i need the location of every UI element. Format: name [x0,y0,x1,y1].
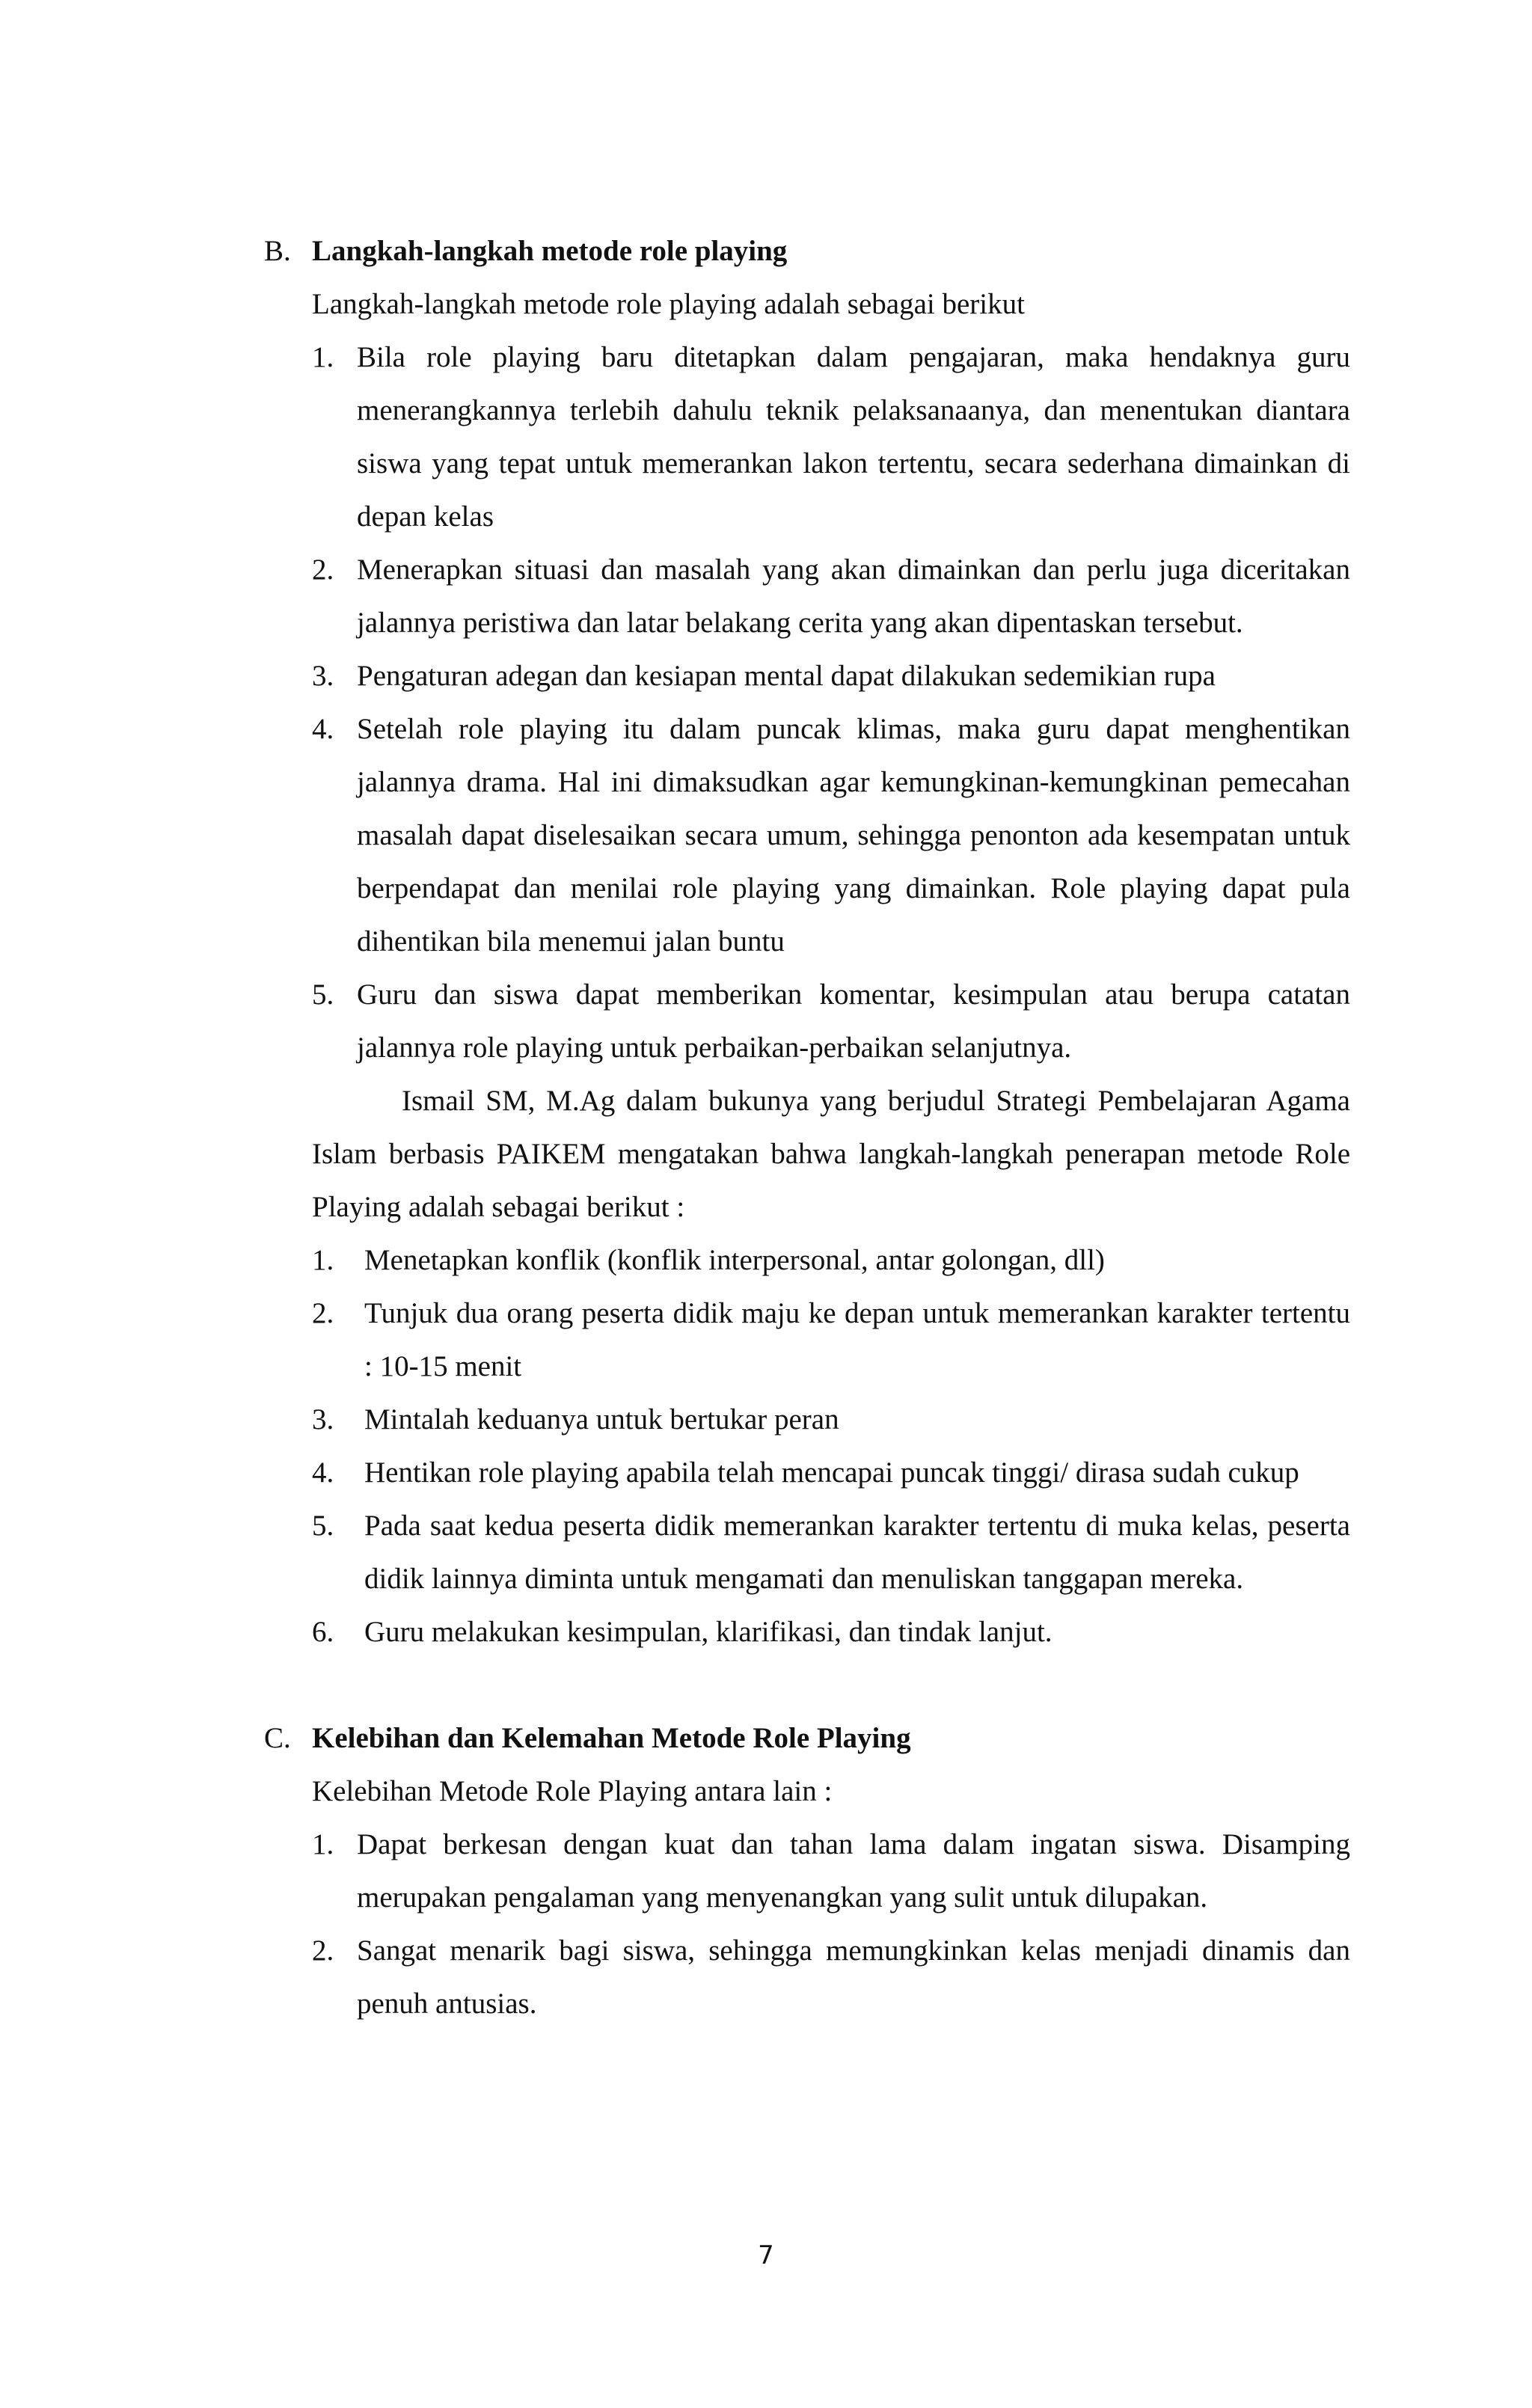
list-item [264,543,1350,649]
list-item-number: 2. [312,554,334,586]
page-number: 7 [758,2240,774,2270]
list-item-text: Hentikan role playing apabila telah mencapai puncak tinggi/ dirasa sudah cukup [364,1456,1299,1489]
list-item [264,1287,1350,1393]
list-item [264,649,1350,702]
list-item [264,1446,1350,1499]
list-item [264,702,1350,968]
list-item [264,1818,1350,1924]
list-item [264,1605,1350,1658]
list-item-number: 5. [312,1510,334,1542]
page-content [264,224,1350,2030]
section-b-letter: B. [264,235,291,267]
list-item [264,1924,1350,2030]
list-item-number: 1. [312,341,334,373]
list-item-text: Tunjuk dua orang peserta didik maju ke depan untuk memerankan karakter tertentu : 10-15 menit [364,1297,1350,1382]
section-c-title: Kelebihan dan Kelemahan Metode Role Playing [312,1722,911,1754]
list-item-number: 3. [312,660,334,692]
list-item-number: 1. [312,1244,334,1276]
list-item-number: 4. [312,1456,334,1489]
list-item-number: 6. [312,1616,334,1648]
section-b-heading [264,224,1350,278]
list-item-text: Menerapkan situasi dan masalah yang akan dimainkan dan perlu juga diceritakan jalannya peristiwa dan latar belakang cerita yang akan dipentaskan tersebut. [357,554,1350,639]
section-c-heading [264,1712,1350,1765]
section-b-paragraph: Ismail SM, M.Ag dalam bukunya yang berjudul Strategi Pembelajaran Agama Islam berbasis PAIKEM mengatakan bahwa langkah-langkah penerapan metode Role Playing adalah sebagai berikut : [312,1085,1350,1223]
list-item [264,1234,1350,1287]
section-c-steps-list [264,1818,1350,2030]
list-item-text: Dapat berkesan dengan kuat dan tahan lama dalam ingatan siswa. Disamping merupakan pengalaman yang menyenangkan yang sulit untuk dilupakan. [357,1828,1350,1914]
list-item [264,1499,1350,1605]
list-item-text: Mintalah keduanya untuk bertukar peran [364,1403,839,1436]
list-item-number: 2. [312,1297,334,1329]
list-item [264,968,1350,1074]
list-item-text: Setelah role playing itu dalam puncak klimas, maka guru dapat menghentikan jalannya drama. Hal ini dimaksudkan agar kemungkinan-kemungkinan pemecahan masalah dapat diselesaikan secara umum, sehingga penonton ada kesempatan untuk berpendapat dan menilai role playing yang dimainkan. Role playing dapat pula dihentikan bila menemui jalan buntu [357,713,1350,958]
section-c-intro: Kelebihan Metode Role Playing antara lain : [312,1775,833,1807]
list-item-number: 2. [312,1934,334,1967]
list-item-number: 3. [312,1403,334,1436]
section-b-intro: Langkah-langkah metode role playing adalah sebagai berikut [312,288,1025,320]
section-spacer [264,1658,1350,1712]
section-c-letter: C. [264,1722,291,1754]
section-b-title: Langkah-langkah metode role playing [312,235,788,267]
list-item [264,331,1350,543]
list-item-text: Sangat menarik bagi siswa, sehingga memungkinkan kelas menjadi dinamis dan penuh antusias. [357,1934,1350,2020]
list-item-number: 4. [312,713,334,745]
list-item-text: Pengaturan adegan dan kesiapan mental dapat dilakukan sedemikian rupa [357,660,1216,692]
list-item-text: Guru dan siswa dapat memberikan komentar, kesimpulan atau berupa catatan jalannya role playing untuk perbaikan-perbaikan selanjutnya. [357,978,1350,1064]
list-item-text: Bila role playing baru ditetapkan dalam pengajaran, maka hendaknya guru menerangkannya terlebih dahulu teknik pelaksanaanya, dan menentukan diantara siswa yang tepat untuk memerankan lakon tertentu, secara sederhana dimainkan di depan kelas [357,341,1350,533]
list-item-text: Guru melakukan kesimpulan, klarifikasi, dan tindak lanjut. [364,1616,1053,1648]
list-item-text: Menetapkan konflik (konflik interpersonal, antar golongan, dll) [364,1244,1105,1276]
list-item-number: 1. [312,1828,334,1860]
list-item-text: Pada saat kedua peserta didik memerankan karakter tertentu di muka kelas, peserta didik lainnya diminta untuk mengamati dan menuliskan tanggapan mereka. [364,1510,1350,1595]
section-b-steps-list [264,331,1350,1074]
section-b-steps2-list [264,1234,1350,1658]
list-item-number: 5. [312,978,334,1011]
list-item [264,1393,1350,1446]
